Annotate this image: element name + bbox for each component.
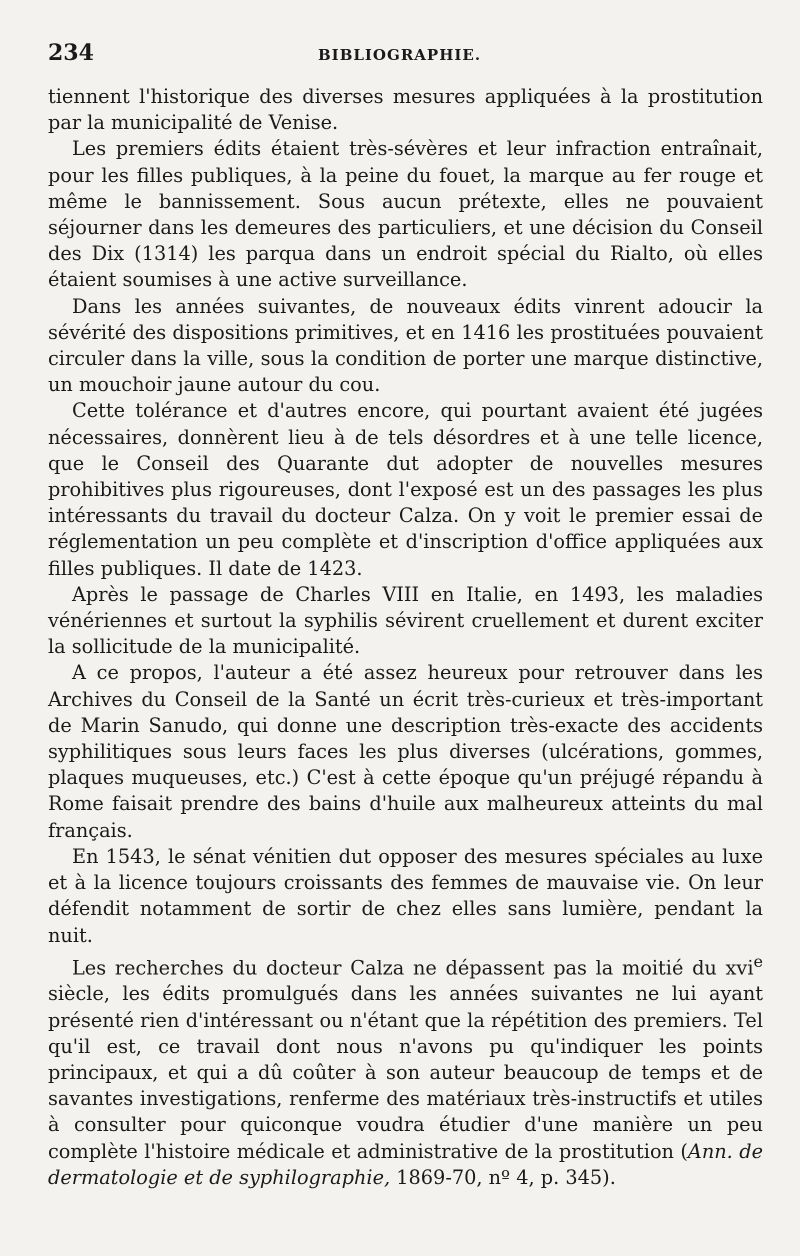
paragraph: Cette tolérance et d'autres encore, qui pourtant avaient été jugées nécessaires, donnèrent lieu à de tels désordres et à une telle licence, que le Conseil des Quarante dut adopter de nouvelles mesures prohibitives plus rigoureuses, dont l'exposé est un des passages les plus intéressants du travail du docteur Calza. On y voit le premier essai de réglementation un peu complète et d'inscription d'office appliquées aux filles publiques. Il date de 1423. bbox=[48, 399, 763, 580]
paragraph: A ce propos, l'auteur a été assez heureux pour retrouver dans les Archives du Conseil de la Santé un écrit très-curieux et très-important de Marin Sanudo, qui donne une description très-exacte des accidents syphilitiques sous leurs faces les plus diverses (ulcérations, gommes, plaques muqueuses, etc.) C'est à cette époque qu'un préjugé répandu à Rome faisait prendre des bains d'huile aux malheureux atteints du mal français. bbox=[48, 661, 763, 842]
text-span: siècle, les édits promulgués dans les années suivantes ne lui ayant présenté rien d'intéressant ou n'étant que la répétition des premiers. Tel qu'il est, ce travail dont nous n'avons pu qu'indiquer les points principaux, et qui a dû coûter à son auteur beaucoup de temps et de savantes investigations, renferme des matériaux très-instructifs et utiles à consulter pour quiconque voudra étudier d'une manière un peu complète l'histoire médicale et administrative de la prostitution ( bbox=[48, 982, 763, 1163]
paragraph: Dans les années suivantes, de nouveaux édits vinrent adoucir la sévérité des dispositions primitives, et en 1416 les prostituées pouvaient circuler dans la ville, sous la condition de porter une marque distinctive, un mouchoir jaune autour du cou. bbox=[48, 294, 763, 397]
book-page bbox=[48, 40, 763, 1240]
page-number: 234 bbox=[48, 40, 94, 66]
paragraph: tiennent l'historique des diverses mesures appliquées à la prostitution par la municipalité de Venise. bbox=[48, 85, 763, 135]
paragraph: Après le passage de Charles VIII en Italie, en 1493, les maladies vénériennes et surtout la syphilis sévirent cruellement et durent exciter la sollicitude de la municipalité. bbox=[48, 582, 763, 659]
running-title: BIBLIOGRAPHIE. bbox=[318, 46, 482, 64]
paragraph: En 1543, le sénat vénitien dut opposer des mesures spéciales au luxe et à la licence toujours croissants des femmes de mauvaise vie. On leur défendit notamment de sortir de chez elles sans lumière, pendant la nuit. bbox=[48, 844, 763, 947]
page-header bbox=[48, 40, 763, 74]
paragraph-last bbox=[48, 949, 763, 1191]
citation-title: Ann. de dermatologie et de syphilographie, bbox=[48, 1139, 763, 1189]
text-span: Les recherches du docteur Calza ne dépassent pas la moitié du xvi bbox=[72, 956, 754, 980]
body-text bbox=[48, 84, 763, 1191]
superscript: e bbox=[753, 951, 763, 971]
text-span: 1869-70, nº 4, p. 345). bbox=[390, 1165, 616, 1189]
paragraph: Les premiers édits étaient très-sévères et leur infraction entraînait, pour les filles publiques, à la peine du fouet, la marque au fer rouge et même le bannissement. Sous aucun prétexte, elles ne pouvaient séjourner dans les demeures des particuliers, et une décision du Conseil des Dix (1314) les parqua dans un endroit spécial du Rialto, où elles étaient soumises à une active surveillance. bbox=[48, 137, 763, 292]
